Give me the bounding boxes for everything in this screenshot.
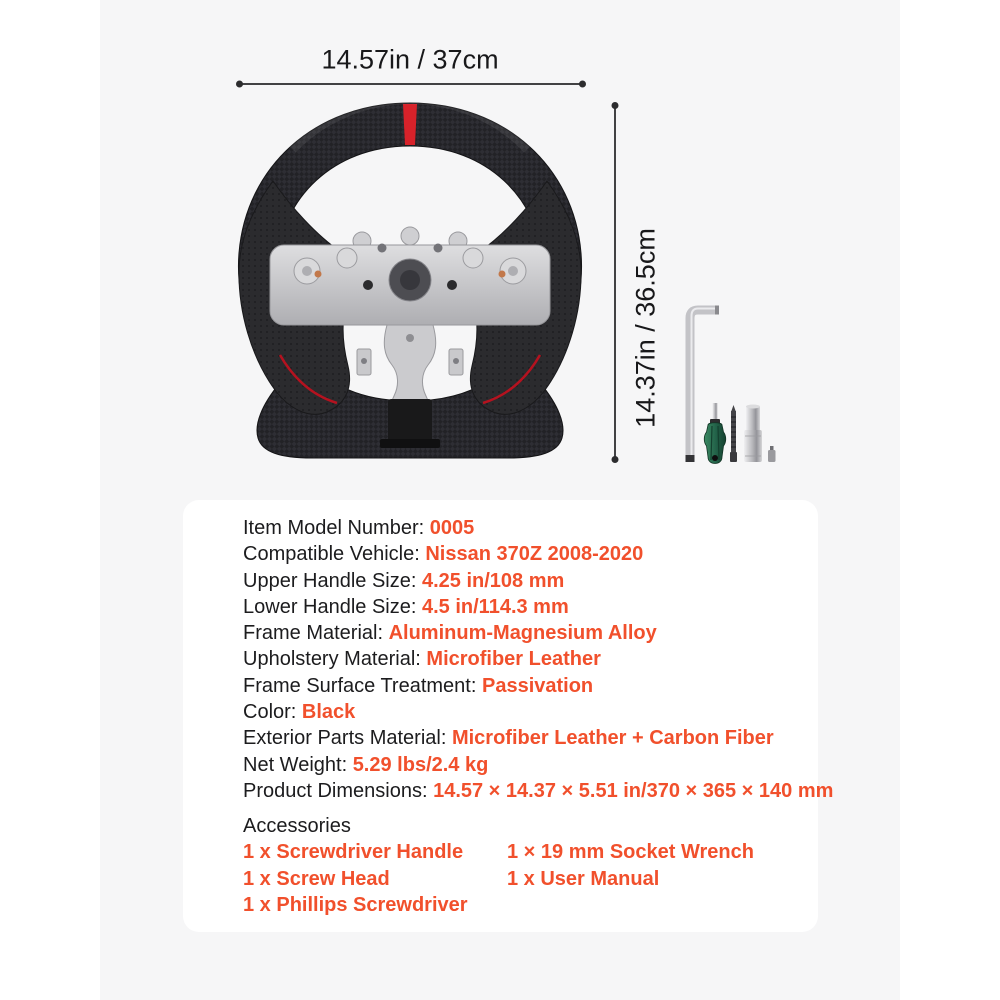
spec-label: Product Dimensions: <box>243 779 434 802</box>
spec-label: Frame Surface Treatment: <box>243 674 482 697</box>
height-dimension-line <box>614 104 616 461</box>
screwdriver-handle-shape <box>704 403 726 464</box>
steering-wheel-graphic <box>210 95 610 470</box>
screw-bit-shape <box>730 405 737 462</box>
spec-panel <box>183 500 834 932</box>
spec-label: Net Weight: <box>243 753 353 776</box>
spec-row <box>243 646 808 672</box>
spec-label: Lower Handle Size: <box>243 595 422 618</box>
spec-value: Microfiber Leather + Carbon Fiber <box>451 727 774 750</box>
width-dimension-line <box>238 83 584 85</box>
spec-row <box>243 778 834 804</box>
spec-row <box>243 594 808 620</box>
accessory-item: 1 x User Manual <box>507 867 660 890</box>
spec-value: 5.29 lbs/2.4 kg <box>352 753 489 776</box>
spec-row <box>243 673 808 699</box>
accessories-title: Accessories <box>243 815 351 838</box>
spec-label: Exterior Parts Material: <box>243 727 452 750</box>
included-tools-graphic <box>660 300 800 470</box>
spec-row <box>243 568 808 594</box>
accessory-item: 1 x Screw Head <box>243 867 390 890</box>
spec-value: Black <box>301 701 356 724</box>
spec-value: 4.5 in/114.3 mm <box>421 595 569 618</box>
accessory-item: 1 × 19 mm Socket Wrench <box>507 841 754 864</box>
spec-list <box>243 515 834 804</box>
spec-value: 4.25 in/108 mm <box>421 569 565 592</box>
spec-label: Compatible Vehicle: <box>243 543 426 566</box>
dimension-endpoint-dot <box>611 102 618 109</box>
spec-label: Item Model Number: <box>243 517 430 539</box>
spec-label: Color: <box>243 701 302 724</box>
spec-row <box>243 620 808 646</box>
socket-wrench-shape <box>744 405 762 463</box>
small-bit-shape <box>768 446 776 462</box>
height-dimension-label: 14.37in / 36.5cm <box>630 228 661 428</box>
width-dimension-label: 14.57in / 37cm <box>321 44 499 75</box>
dimension-endpoint-dot <box>611 456 618 463</box>
accessories-column-2 <box>507 839 754 918</box>
accessory-item: 1 x Phillips Screwdriver <box>243 893 468 916</box>
spec-row <box>243 699 808 725</box>
spec-label: Upper Handle Size: <box>243 569 422 592</box>
spec-label: Upholstery Material: <box>243 648 427 671</box>
spec-value: 14.57 × 14.37 × 5.51 in/370 × 365 × 140 mm <box>433 779 834 802</box>
spec-label: Frame Material: <box>243 622 389 645</box>
spec-value: Aluminum-Magnesium Alloy <box>388 622 657 645</box>
spec-value: Microfiber Leather <box>426 648 601 671</box>
accessories-columns <box>243 839 808 918</box>
accessories-column-1 <box>243 839 507 918</box>
spec-value: Passivation <box>481 674 594 697</box>
spec-row <box>243 515 808 541</box>
accessory-item: 1 x Screwdriver Handle <box>243 841 464 864</box>
spec-row <box>243 541 808 567</box>
dimension-endpoint-dot <box>236 80 243 87</box>
dimension-endpoint-dot <box>579 80 586 87</box>
spec-value: Nissan 370Z 2008-2020 <box>425 543 644 566</box>
spec-row <box>243 725 808 751</box>
spec-value: 0005 <box>429 517 475 539</box>
spec-row <box>243 752 808 778</box>
